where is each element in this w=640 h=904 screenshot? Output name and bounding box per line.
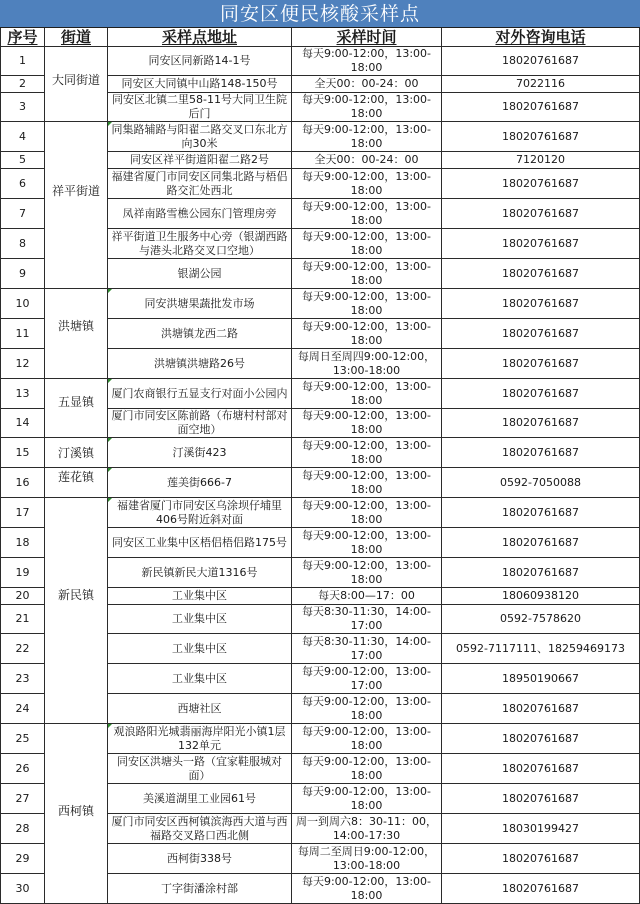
address-cell: 莲美街666-7 <box>108 468 292 498</box>
time-cell: 每天9:00-12:00，13:00-18:00 <box>292 169 442 199</box>
time-cell: 每天9:00-12:00，13:00-18:00 <box>292 468 442 498</box>
row-number: 15 <box>0 438 45 468</box>
address-cell: 同安区北镇二里58-11号大同卫生院后门 <box>108 93 292 122</box>
phone-cell: 0592-7578620 <box>442 605 640 634</box>
row-number: 14 <box>0 409 45 438</box>
row-number: 27 <box>0 784 45 814</box>
phone-cell: 18020761687 <box>442 438 640 468</box>
phone-cell: 18060938120 <box>442 588 640 605</box>
street-cell <box>45 47 108 122</box>
address-cell: 同安区祥平街道阳翟二路2号 <box>108 152 292 169</box>
row-number: 25 <box>0 724 45 754</box>
time-cell: 每天9:00-12:00，13:00-18:00 <box>292 122 442 152</box>
phone-cell: 18020761687 <box>442 844 640 874</box>
phone-cell: 18950190667 <box>442 664 640 694</box>
address-cell: 同安区大同镇中山路148-150号 <box>108 76 292 93</box>
phone-cell: 18020761687 <box>442 498 640 528</box>
row-number: 28 <box>0 814 45 844</box>
street-cell <box>45 289 108 379</box>
street-label: 汀溪镇 <box>57 446 94 460</box>
address-cell: 同安区洪塘头一路（宜家鞋服城对面） <box>108 754 292 784</box>
street-label: 西柯镇 <box>57 804 94 818</box>
phone-cell: 18020761687 <box>442 874 640 904</box>
cell-comment-marker-icon <box>108 438 112 442</box>
phone-cell: 18030199427 <box>442 814 640 844</box>
row-number: 10 <box>0 289 45 319</box>
row-number: 19 <box>0 558 45 588</box>
time-cell: 每天9:00-12:00，13:00-18:00 <box>292 229 442 259</box>
time-cell: 周一到周六8：30-11：00，14:00-17:30 <box>292 814 442 844</box>
phone-cell: 18020761687 <box>442 694 640 724</box>
row-number: 13 <box>0 379 45 409</box>
address-cell: 工业集中区 <box>108 605 292 634</box>
time-cell: 每天9:00-12:00，13:00-18:00 <box>292 558 442 588</box>
phone-cell: 18020761687 <box>442 199 640 229</box>
row-number: 22 <box>0 634 45 664</box>
time-cell: 每天9:00-12:00，13:00-18:00 <box>292 259 442 289</box>
address-cell: 同集路辅路与阳翟二路交叉口东北方向30米 <box>108 122 292 152</box>
phone-cell: 7022116 <box>442 76 640 93</box>
phone-cell: 18020761687 <box>442 528 640 558</box>
time-cell: 每天9:00-12:00，13:00-18:00 <box>292 874 442 904</box>
time-cell: 每天8:30-11:30，14:00-17:00 <box>292 605 442 634</box>
row-number: 23 <box>0 664 45 694</box>
row-number: 18 <box>0 528 45 558</box>
phone-cell: 18020761687 <box>442 229 640 259</box>
phone-cell: 18020761687 <box>442 724 640 754</box>
phone-cell: 0592-7050088 <box>442 468 640 498</box>
header-phone: 对外咨询电话 <box>442 28 640 47</box>
cell-comment-marker-icon <box>108 724 112 728</box>
address-cell: 福建省厦门市同安区同集北路与梧侣路交汇处西北 <box>108 169 292 199</box>
cell-comment-marker-icon <box>108 122 112 126</box>
phone-cell: 18020761687 <box>442 289 640 319</box>
address-cell: 美溪道湖里工业园61号 <box>108 784 292 814</box>
row-number: 21 <box>0 605 45 634</box>
row-number: 8 <box>0 229 45 259</box>
street-label: 大同街道 <box>51 73 100 87</box>
address-cell: 洪塘镇洪塘路26号 <box>108 349 292 379</box>
row-number: 20 <box>0 588 45 605</box>
address-cell: 工业集中区 <box>108 664 292 694</box>
row-number: 11 <box>0 319 45 349</box>
time-cell: 每天9:00-12:00，13:00-18:00 <box>292 93 442 122</box>
phone-cell: 18020761687 <box>442 349 640 379</box>
street-label: 祥平街道 <box>51 184 100 198</box>
header-time: 采样时间 <box>292 28 442 47</box>
street-cell <box>45 379 108 438</box>
phone-cell: 18020761687 <box>442 319 640 349</box>
address-cell: 厦门市同安区陈前路（布塘村村部对面空地） <box>108 409 292 438</box>
header-address: 采样点地址 <box>108 28 292 47</box>
phone-cell: 18020761687 <box>442 47 640 76</box>
address-cell: 丁字街潘涂村部 <box>108 874 292 904</box>
time-cell: 每天8:30-11:30，14:00-17:00 <box>292 634 442 664</box>
address-cell: 同安洪塘果蔬批发市场 <box>108 289 292 319</box>
time-cell: 每周二至周日9:00-12:00，13:00-18:00 <box>292 844 442 874</box>
address-cell: 洪塘镇龙西二路 <box>108 319 292 349</box>
row-number: 7 <box>0 199 45 229</box>
row-number: 16 <box>0 468 45 498</box>
page-title: 同安区便民核酸采样点 <box>0 0 640 28</box>
time-cell: 每天9:00-12:00，13:00-18:00 <box>292 379 442 409</box>
time-cell: 全天00：00-24：00 <box>292 76 442 93</box>
time-cell: 每天9:00-12:00，13:00-18:00 <box>292 528 442 558</box>
street-cell <box>45 724 108 904</box>
phone-cell: 18020761687 <box>442 122 640 152</box>
time-cell: 每天9:00-12:00，13:00-18:00 <box>292 784 442 814</box>
time-cell: 全天00：00-24：00 <box>292 152 442 169</box>
phone-cell: 18020761687 <box>442 784 640 814</box>
time-cell: 每天9:00-12:00，13:00-18:00 <box>292 199 442 229</box>
phone-cell: 18020761687 <box>442 93 640 122</box>
street-label: 莲花镇 <box>57 470 94 484</box>
street-cell <box>45 122 108 289</box>
street-label: 新民镇 <box>57 588 94 602</box>
time-cell: 每天8:00—17：00 <box>292 588 442 605</box>
time-cell: 每天9:00-12:00，13:00-18:00 <box>292 319 442 349</box>
row-number: 9 <box>0 259 45 289</box>
row-number: 30 <box>0 874 45 904</box>
address-cell: 工业集中区 <box>108 634 292 664</box>
address-cell: 汀溪街423 <box>108 438 292 468</box>
address-cell: 厦门市同安区西柯镇滨海西大道与西福路交叉路口西北侧 <box>108 814 292 844</box>
row-number: 12 <box>0 349 45 379</box>
street-label: 洪塘镇 <box>57 319 94 333</box>
address-cell: 祥平街道卫生服务中心旁（银湖西路与港头北路交叉口空地） <box>108 229 292 259</box>
sampling-sites-table <box>0 28 640 904</box>
time-cell: 每天9:00-12:00，13:00-18:00 <box>292 409 442 438</box>
phone-cell: 18020761687 <box>442 409 640 438</box>
time-cell: 每天9:00-12:00，13:00-18:00 <box>292 47 442 76</box>
row-number: 5 <box>0 152 45 169</box>
street-label: 五显镇 <box>57 395 94 409</box>
time-cell: 每天9:00-12:00，13:00-18:00 <box>292 438 442 468</box>
time-cell: 每天9:00-12:00，13:00-18:00 <box>292 289 442 319</box>
time-cell: 每周日至周四9:00-12:00，13:00-18:00 <box>292 349 442 379</box>
header-street: 街道 <box>45 28 108 47</box>
row-number: 6 <box>0 169 45 199</box>
phone-cell: 7120120 <box>442 152 640 169</box>
street-cell <box>45 498 108 724</box>
address-cell: 厦门农商银行五显支行对面小公园内 <box>108 379 292 409</box>
time-cell: 每天9:00-12:00，13:00-17:00 <box>292 664 442 694</box>
row-number: 29 <box>0 844 45 874</box>
address-cell: 西塘社区 <box>108 694 292 724</box>
address-cell: 同安区工业集中区梧侣梧侣路175号 <box>108 528 292 558</box>
address-cell: 新民镇新民大道1316号 <box>108 558 292 588</box>
phone-cell: 18020761687 <box>442 379 640 409</box>
row-number: 4 <box>0 122 45 152</box>
phone-cell: 0592-7117111、18259469173 <box>442 634 640 664</box>
address-cell: 福建省厦门市同安区乌涂坝仔埔里406号附近斜对面 <box>108 498 292 528</box>
phone-cell: 18020761687 <box>442 754 640 784</box>
row-number: 2 <box>0 76 45 93</box>
phone-cell: 18020761687 <box>442 558 640 588</box>
time-cell: 每天9:00-12:00，13:00-18:00 <box>292 498 442 528</box>
cell-comment-marker-icon <box>108 289 112 293</box>
address-cell: 西柯街338号 <box>108 844 292 874</box>
cell-comment-marker-icon <box>108 498 112 502</box>
row-number: 24 <box>0 694 45 724</box>
row-number: 26 <box>0 754 45 784</box>
phone-cell: 18020761687 <box>442 259 640 289</box>
row-number: 1 <box>0 47 45 76</box>
address-cell: 观浪路阳光城翡丽海岸阳光小镇1层132单元 <box>108 724 292 754</box>
address-cell: 同安区同新路14-1号 <box>108 47 292 76</box>
address-cell: 凤祥南路雪樵公园东门管理房旁 <box>108 199 292 229</box>
street-cell <box>45 468 108 498</box>
address-cell: 工业集中区 <box>108 588 292 605</box>
phone-cell: 18020761687 <box>442 169 640 199</box>
address-cell: 银湖公园 <box>108 259 292 289</box>
row-number: 3 <box>0 93 45 122</box>
header-no: 序号 <box>0 28 45 47</box>
cell-comment-marker-icon <box>108 468 112 472</box>
cell-comment-marker-icon <box>108 379 112 383</box>
time-cell: 每天9:00-12:00，13:00-18:00 <box>292 694 442 724</box>
row-number: 17 <box>0 498 45 528</box>
time-cell: 每天9:00-12:00，13:00-18:00 <box>292 724 442 754</box>
street-cell <box>45 438 108 468</box>
time-cell: 每天9:00-12:00，13:00-18:00 <box>292 754 442 784</box>
